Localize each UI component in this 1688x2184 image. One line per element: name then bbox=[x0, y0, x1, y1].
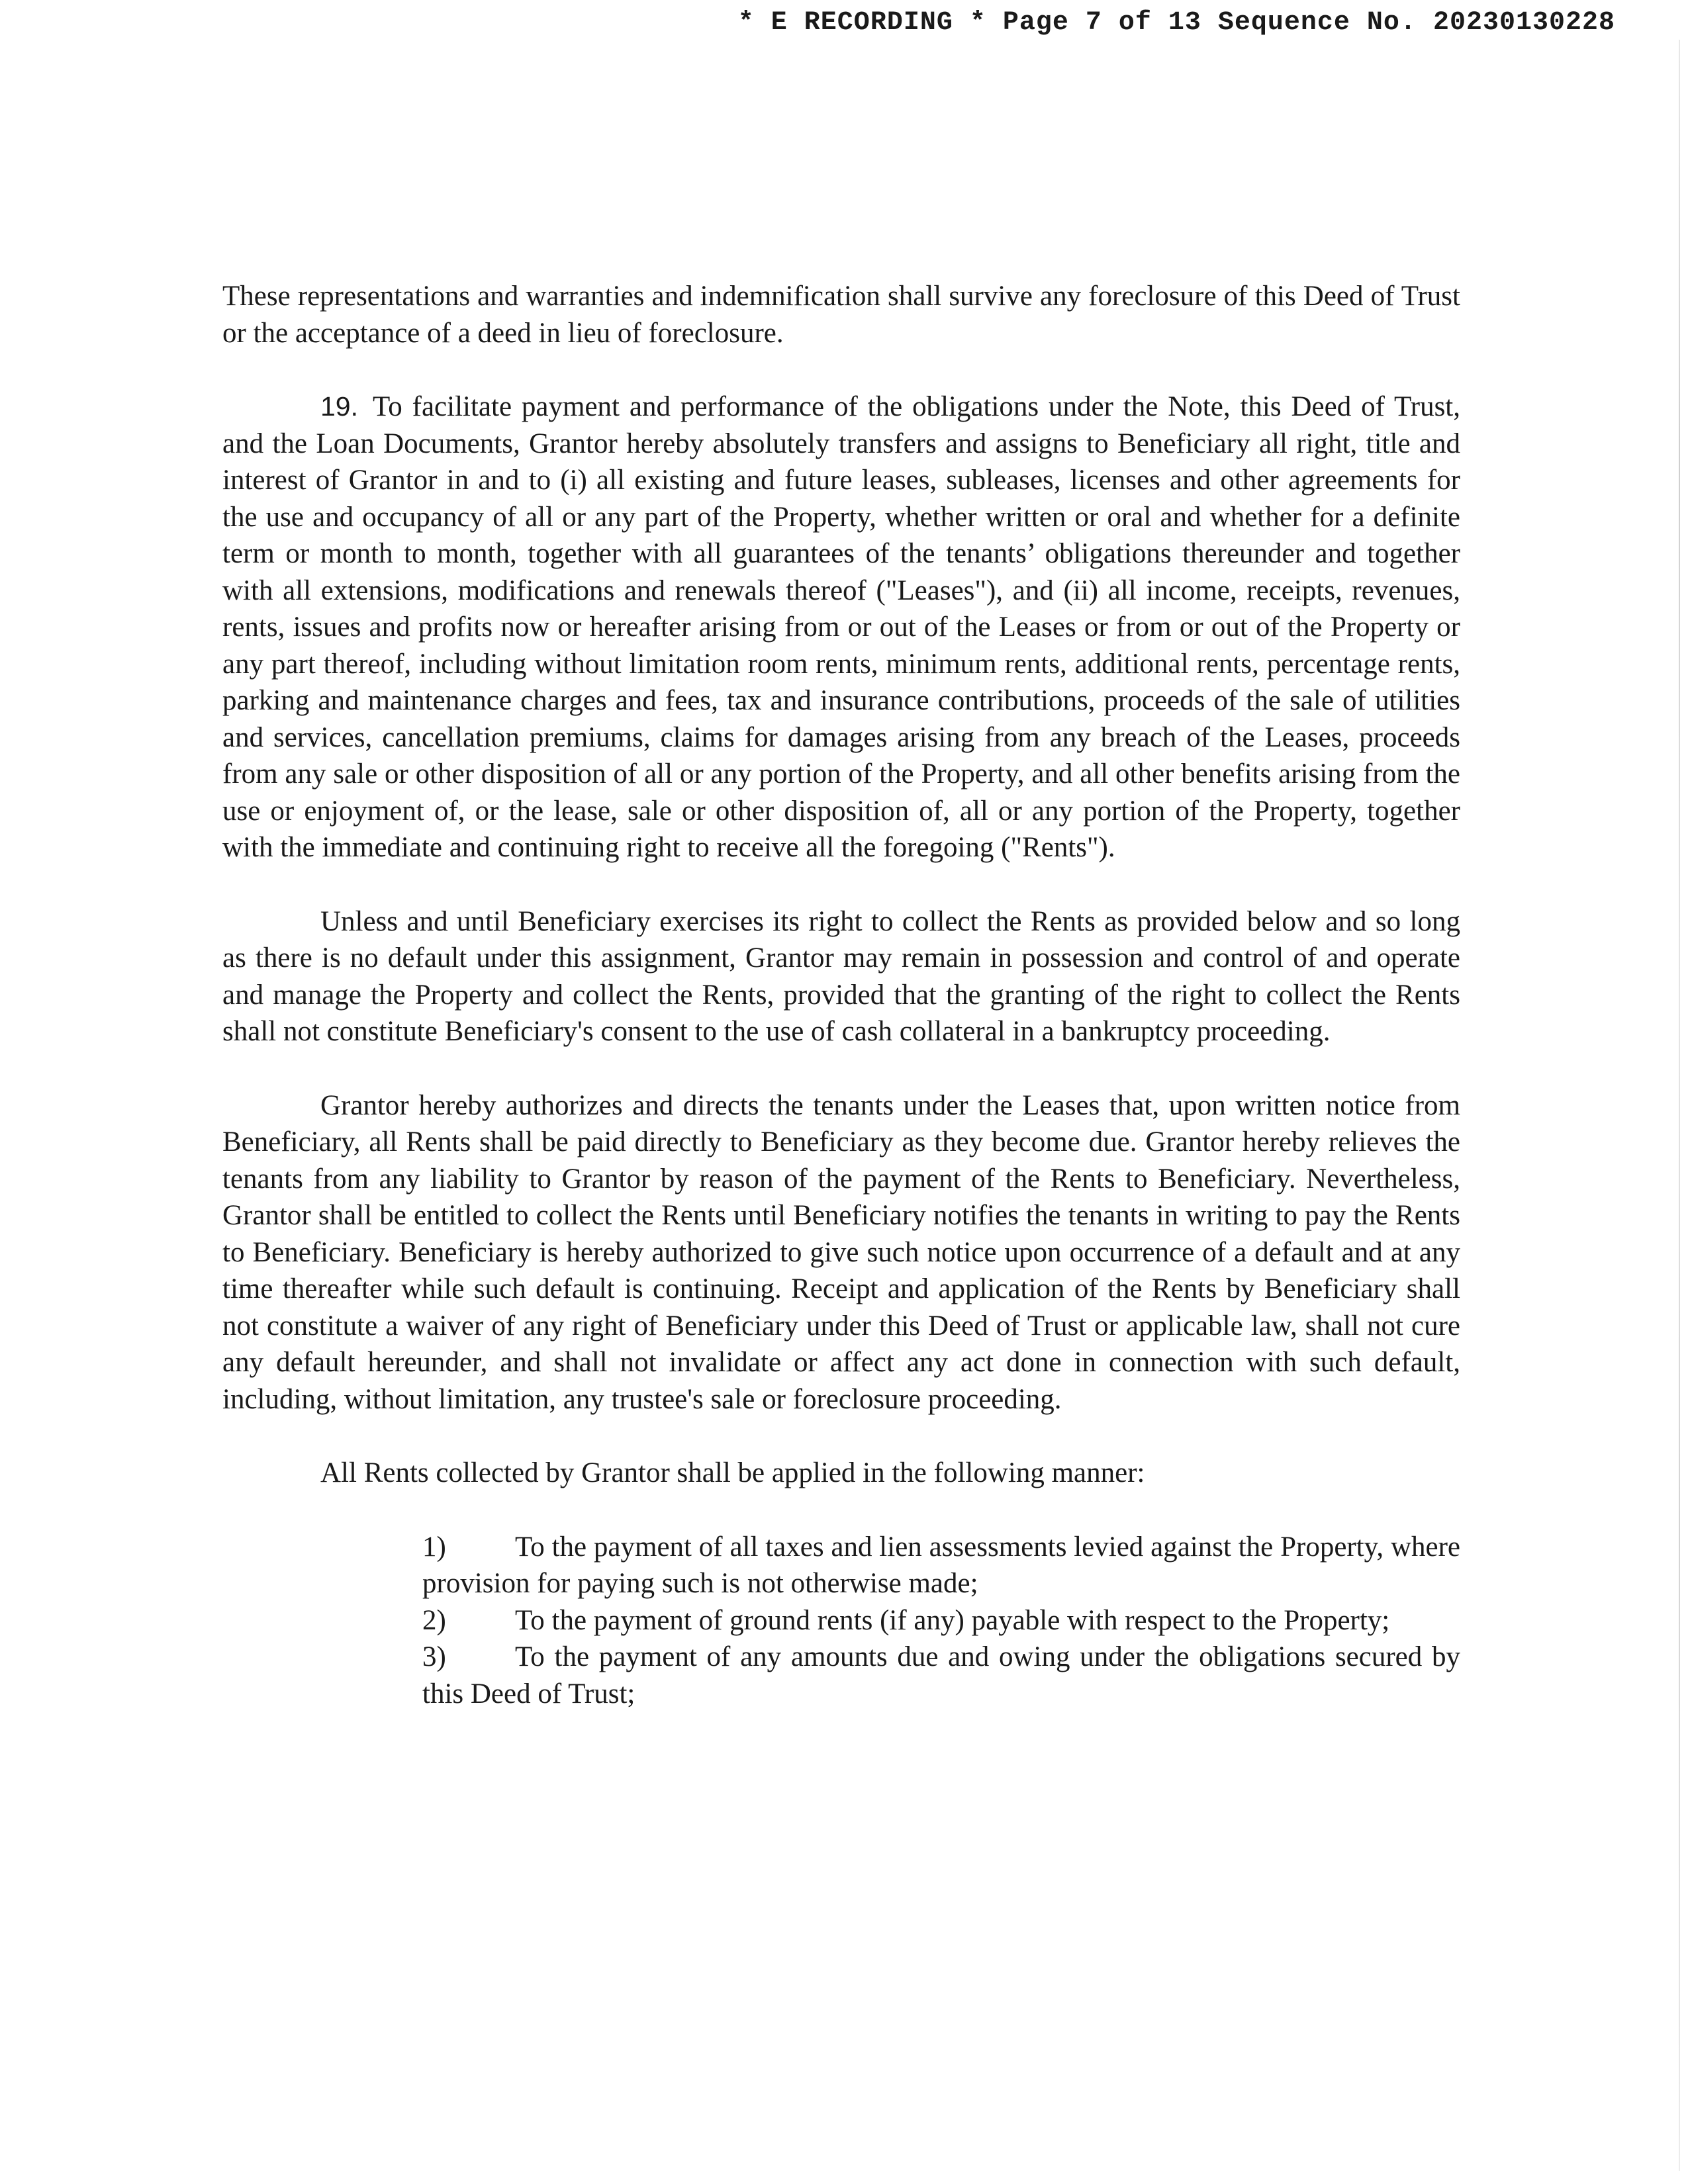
scan-edge-line bbox=[1679, 40, 1680, 2171]
list-item bbox=[422, 1602, 1460, 1639]
paragraph-authorizes: Grantor hereby authorizes and directs the tenants under the Leases that, upon written notice from Beneficiary, all Rents shall be paid directly to Beneficiary as they become due. Grantor hereby relieves the tenants from any liability to Grantor by reason of the payment of the Rents to Beneficiary. Nevertheless, Grantor shall be entitled to collect the Rents until Beneficiary notifies the tenants in writing to pay the Rents to Beneficiary. Beneficiary is hereby authorized to give such notice upon occurrence of a default and at any time thereafter while such default is continuing. Receipt and application of the Rents by Beneficiary shall not constitute a waiver of any right of Beneficiary under this Deed of Trust or applicable law, shall not cure any default hereunder, and shall not invalidate or affect any act done in connection with such default, including, without limitation, any trustee's sale or foreclosure proceeding. bbox=[222, 1089, 1460, 1415]
list-item-text: To the payment of any amounts due and owing under the obligations secured by this Deed of Trust; bbox=[422, 1641, 1460, 1709]
list-marker: 1) bbox=[422, 1531, 446, 1563]
paragraph-unless: Unless and until Beneficiary exercises its right to collect the Rents as provided below and so long as there is no default under this assignment, Grantor may remain in possession and control of and operate and manage the Property and collect the Rents, provided that the granting of the right to collect the Rents shall not constitute Beneficiary's consent to the use of cash collateral in a bankruptcy proceeding. bbox=[222, 905, 1460, 1047]
document-body bbox=[222, 278, 1460, 1712]
recording-header: * E RECORDING * Page 7 of 13 Sequence No. 20230130228 bbox=[737, 8, 1615, 38]
paragraph-all-rents: All Rents collected by Grantor shall be applied in the following manner: bbox=[320, 1457, 1145, 1488]
application-list bbox=[422, 1529, 1460, 1713]
list-marker: 3) bbox=[422, 1641, 446, 1672]
list-marker: 2) bbox=[422, 1604, 446, 1636]
list-item-text: To the payment of all taxes and lien assessments levied against the Property, where provision for paying such is not otherwise made; bbox=[422, 1531, 1460, 1599]
paragraph-intro: These representations and warranties and indemnification shall survive any foreclosure of this Deed of Trust or the acceptance of a deed in lieu of foreclosure. bbox=[222, 281, 1460, 349]
paragraph-19-text: To facilitate payment and performance of the obligations under the Note, this Deed of Trust, and the Loan Documents, Grantor hereby absolutely transfers and assigns to Beneficiary all right, title and interest of Grantor in and to (i) all existing and future leases, subleases, licenses and other agreements for the use and occupancy of all or any part of the Property, whether written or oral and whether for a definite term or month to month, together with all guarantees of the tenants’ obligations thereunder and together with all extensions, modifications and renewals thereof ("Leases"), and (ii) all income, receipts, revenues, rents, issues and profits now or hereafter arising from or out of the Leases or from or out of the Property or any part thereof, including without limitation room rents, minimum rents, additional rents, percentage rents, parking and maintenance charges and fees, tax and insurance contributions, proceeds of the sale of utilities and services, cancellation premiums, claims for damages arising from any breach of the Leases, proceeds from any sale or other disposition of all or any portion of the Property, and all other benefits arising from the use or enjoyment of, or the lease, sale or other disposition of, all or any portion of the Property, together with the immediate and continuing right to receive all the foregoing ("Rents"). bbox=[222, 391, 1460, 863]
list-item bbox=[422, 1529, 1460, 1602]
list-item-text: To the payment of ground rents (if any) payable with respect to the Property; bbox=[515, 1604, 1390, 1636]
paragraph-number: 19. bbox=[320, 391, 358, 422]
paragraph-19 bbox=[222, 388, 1460, 866]
list-item bbox=[422, 1639, 1460, 1712]
